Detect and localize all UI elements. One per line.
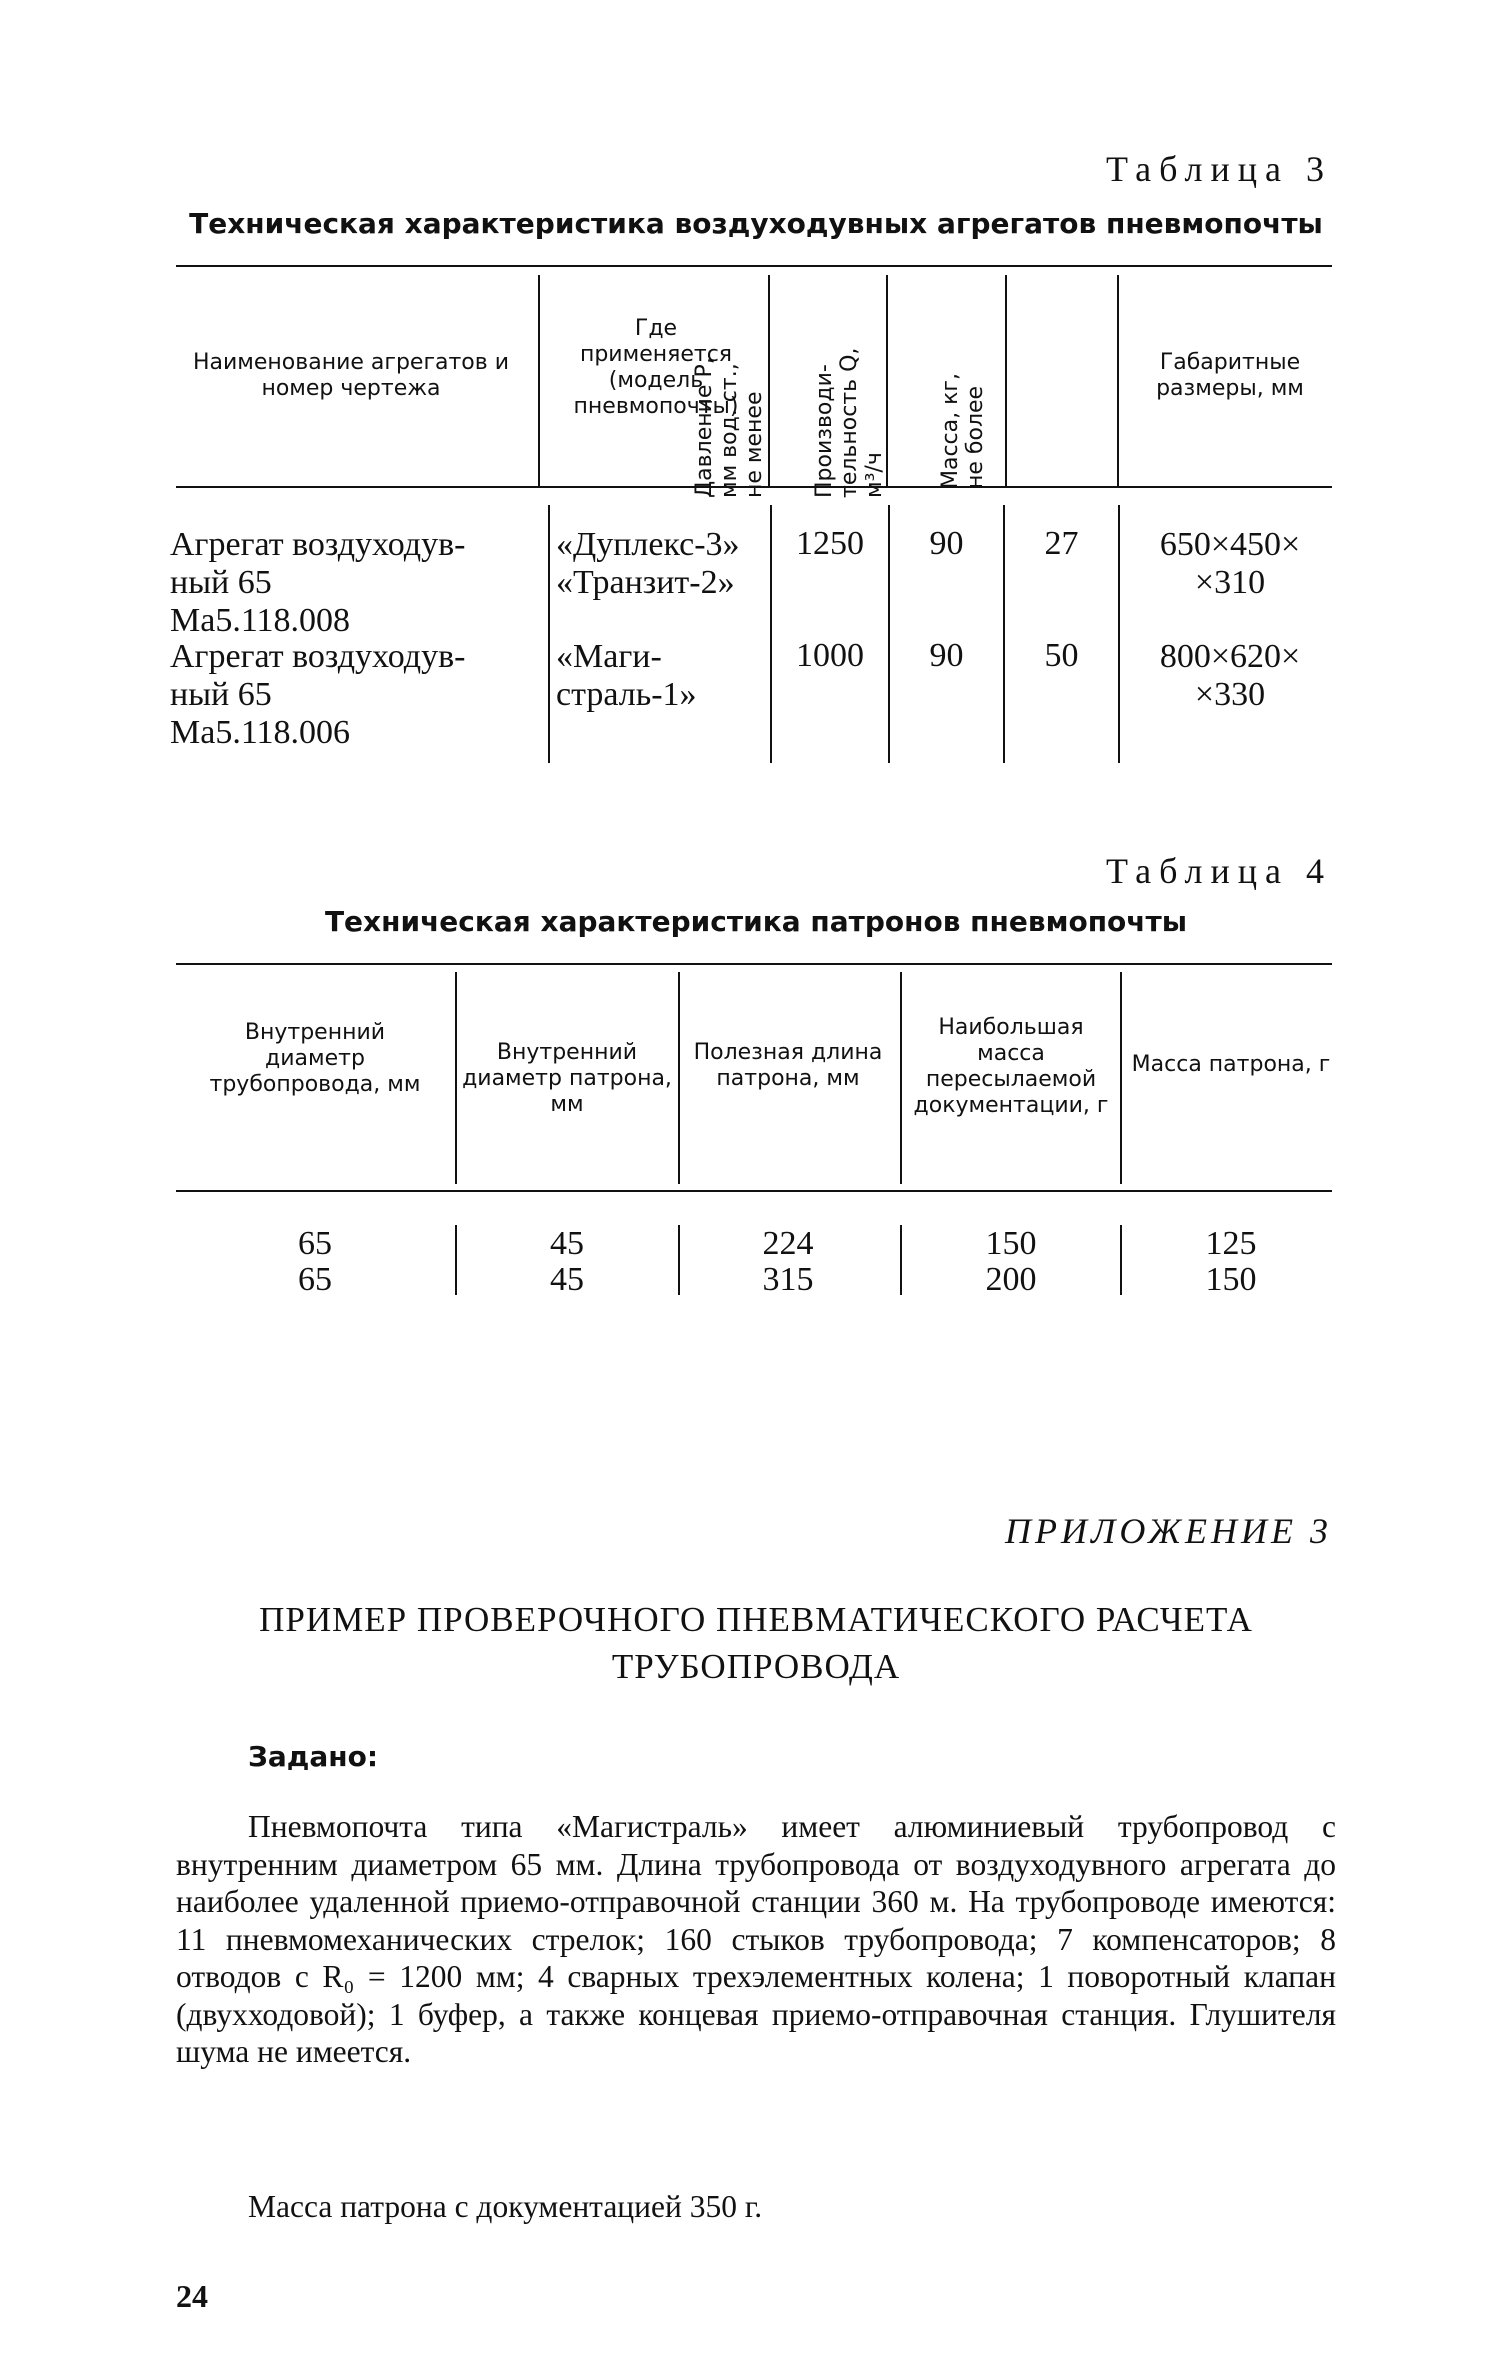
table3-row1-pressure: 1250 — [796, 525, 864, 562]
table3-col-divider — [1005, 275, 1007, 487]
table4-header-max-document-mass: Наибольшая масса пересылаемой документации, г — [913, 1015, 1109, 1118]
table3-row2-mass: 50 — [1044, 637, 1079, 674]
table4-row1-col5: 125 — [1205, 1225, 1257, 1262]
table3-row1-dims: 650×450× ×310 — [1159, 526, 1301, 601]
table4-row1-col1: 65 — [298, 1225, 332, 1262]
table3-header-where: Где применяется (модель пневмопочты) — [573, 316, 739, 419]
page-number: 24 — [176, 2278, 208, 2314]
table3-tag: Таблица 3 — [1106, 149, 1332, 189]
table4-tag: Таблица 4 — [1106, 851, 1332, 891]
table3-header-capacity: Производи- тельность Q, м³/ч — [812, 347, 887, 498]
table4-col-divider — [455, 1225, 457, 1295]
table4-col-divider — [678, 972, 680, 1184]
table3-row1-name: Агрегат воздуходув- ный 65 Ма5.118.008 — [170, 526, 466, 639]
table3-header-dims: Габаритные размеры, мм — [1156, 350, 1304, 401]
table3-title: Техническая характеристика воздуходувных агрегатов пневмопочты — [189, 207, 1323, 240]
appendix-title-line1: ПРИМЕР ПРОВЕРОЧНОГО ПНЕВМАТИЧЕСКОГО РАСЧЕТА — [259, 1600, 1253, 1639]
table4-top-rule — [176, 963, 1332, 965]
table4-header-pipe-diameter: Внутренний диаметр трубопровода, мм — [209, 1020, 421, 1097]
table4-row2-col5: 150 — [1205, 1261, 1257, 1298]
table3-row1-where: «Дуплекс-3» «Транзит-2» — [556, 526, 740, 601]
table4-row2-col2: 45 — [550, 1261, 584, 1298]
table3-row1-mass: 27 — [1044, 525, 1079, 562]
table3-row1-capacity: 90 — [929, 525, 964, 562]
given-paragraph: Пневмопочта типа «Магистраль» имеет алюминиевый трубопровод с внутренним диаметром 65 мм. Длина трубопровода от воздуходувного агрегата до наиболее удаленной приемо-отправочной станции 360 м. На трубопроводе имеются: 11 пневмомеханических стрелок; 160 стыков трубопровода; 7 компенсаторов; 8 отводов с R₀ = 1200 мм; 4 сварных трехэлементных колена; 1 поворотный клапан (двухходовой); 1 буфер, а также концевая приемо-отправочная станция. Глушителя шума не имеется. — [176, 1809, 1336, 2069]
table4-header-rule — [176, 1190, 1332, 1192]
table3-row2-name: Агрегат воздуходув- ный 65 Ма5.118.006 — [170, 638, 466, 751]
table3-header-mass: Масса, кг, не более — [938, 373, 988, 489]
table4-col-divider — [678, 1225, 680, 1295]
table4-row2-col4: 200 — [985, 1261, 1037, 1298]
table4-row2-col1: 65 — [298, 1261, 332, 1298]
table3-row2-capacity: 90 — [929, 637, 964, 674]
table4-row2-col3: 315 — [762, 1261, 814, 1298]
table3-col-divider — [548, 505, 550, 763]
table4-header-cartridge-mass: Масса патрона, г — [1131, 1052, 1331, 1077]
table4-col-divider — [900, 1225, 902, 1295]
table3-row2-pressure: 1000 — [796, 637, 864, 674]
table4-row1-col4: 150 — [985, 1225, 1037, 1262]
table3-row2-where: «Маги- страль-1» — [556, 638, 697, 713]
table4-col-divider — [900, 972, 902, 1184]
table3-col-divider — [1118, 505, 1120, 763]
table4-col-divider — [1120, 1225, 1122, 1295]
table3-col-divider — [538, 275, 540, 487]
given-label: Задано: — [248, 1740, 379, 1773]
appendix-title-line2: ТРУБОПРОВОДА — [611, 1647, 901, 1686]
table4-col-divider — [455, 972, 457, 1184]
table3-header-name: Наименование агрегатов и номер чертежа — [192, 350, 510, 401]
table4-header-cartridge-diameter: Внутренний диаметр патрона, мм — [462, 1040, 672, 1117]
table4-col-divider — [1120, 972, 1122, 1184]
table3-header-pressure: Давление P, мм вод. ст., не менее — [692, 357, 767, 498]
table3-col-divider — [1117, 275, 1119, 487]
table3-top-rule — [176, 265, 1332, 267]
cartridge-mass-paragraph: Масса патрона с документацией 350 г. — [248, 2189, 763, 2224]
table4-row1-col3: 224 — [762, 1225, 814, 1262]
table4-header-useful-length: Полезная длина патрона, мм — [693, 1040, 883, 1091]
table4-row1-col2: 45 — [550, 1225, 584, 1262]
appendix-label: ПРИЛОЖЕНИЕ 3 — [1005, 1511, 1332, 1551]
table4-title: Техническая характеристика патронов пневмопочты — [324, 905, 1188, 938]
table3-row2-dims: 800×620× ×330 — [1159, 638, 1301, 713]
